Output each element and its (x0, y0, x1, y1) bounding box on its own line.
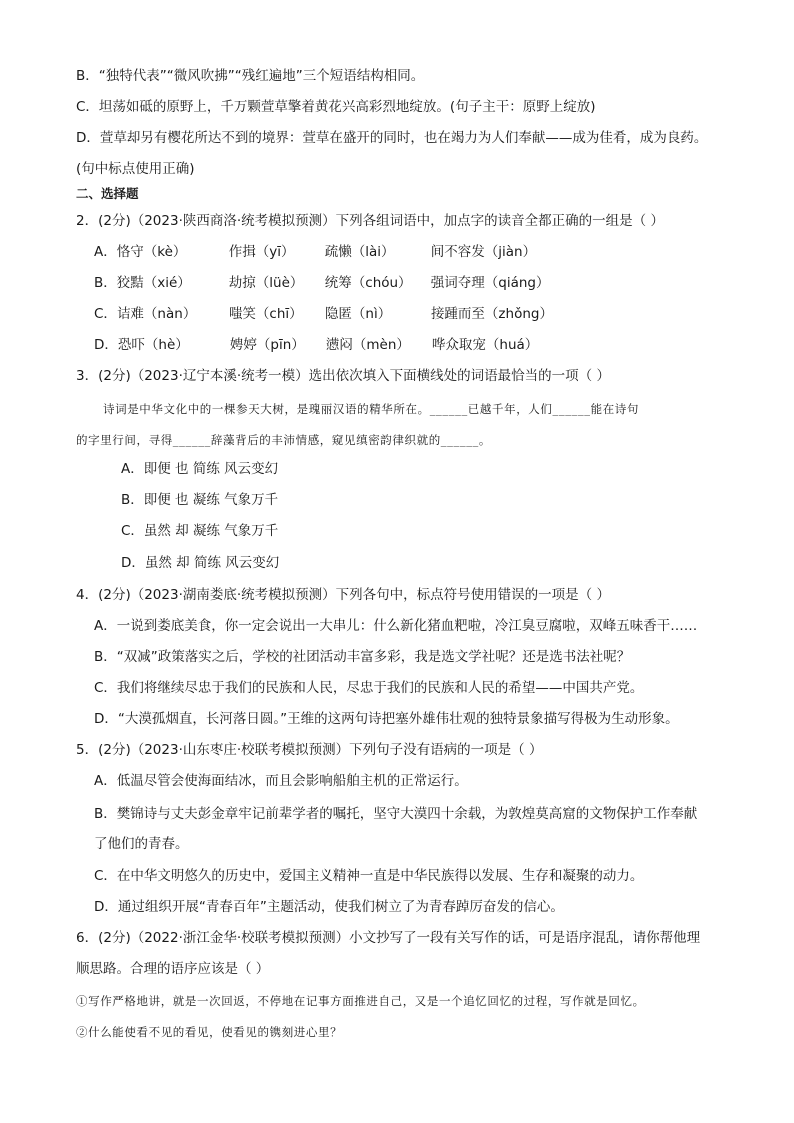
q5-option-a: A．低温尽管会使海面结冰，而且会影响船舶主机的正常运行。 (94, 773, 468, 789)
q2-option-a (94, 242, 536, 262)
q2-b-word2: 劫掠（lüè） (228, 275, 304, 291)
option-label: A． (94, 244, 117, 260)
q2-a-word3: 疏懒（lài） (324, 244, 395, 260)
q5-option-b-line1: B．樊锦诗与丈夫彭金章牢记前辈学者的嘱托，坚守大漠四十余载，为敦煌莫高窟的文物保护工作奉献 (94, 806, 698, 822)
q6-item-2: ②什么能使看不见的看见，使看见的镌刻进心里？ (76, 1025, 343, 1039)
q3-passage-line2: 的字里行间，寻得______辞藻背后的丰沛情感，窥见缜密韵律织就的______。 (76, 433, 491, 447)
q2-b-word4: 强词夺理（qiáng） (430, 275, 550, 291)
q2-d-word2: 娉婷（pīn） (229, 337, 305, 353)
section-heading: 二、选择题 (76, 186, 139, 201)
q3-option-b: B．即便 也 凝练 气象万千 (121, 492, 279, 508)
q3-option-c: C．虽然 却 凝练 气象万千 (121, 523, 279, 539)
q4-stem: 4．(2分)（2023·湖南娄底·统考模拟预测）下列各句中，标点符号使用错误的一项是（ ） (76, 587, 610, 603)
q2-c-word4: 接踵而至（zhǒng） (430, 306, 553, 322)
q2-option-c (94, 304, 553, 324)
q6-stem-line2: 顺思路。合理的语序应该是（ ） (76, 961, 270, 977)
q3-stem: 3．(2分)（2023·辽宁本溪·统考一模）选出依次填入下面横线处的词语最恰当的一项（ ） (76, 368, 610, 384)
q2-d-word1: 恐吓（hè） (117, 337, 189, 353)
q3-option-d: D．虽然 却 简练 风云变幻 (121, 555, 280, 571)
q4-option-b: B．“双减”政策落实之后，学校的社团活动丰富多彩，我是选文学社呢？还是选书法社呢？ (94, 649, 631, 665)
q2-a-word4: 间不容发（jiàn） (430, 244, 537, 260)
q2-stem: 2．(2分)（2023·陕西商洛·统考模拟预测）下列各组词语中，加点字的读音全都正确的一组是（ ） (76, 213, 664, 229)
q2-b-word1: 狡黠（xié） (116, 275, 191, 291)
q3-passage-line1: 诗词是中华文化中的一棵参天大树，是瑰丽汉语的精华所在。______已越千年，人们______能在诗句 (103, 402, 639, 416)
q2-a-word1: 恪守（kè） (116, 244, 187, 260)
q5-option-d: D．通过组织开展“青春百年”主题活动，使我们树立了为青春踔厉奋发的信心。 (94, 899, 564, 915)
q5-option-b-line2: 了他们的青春。 (94, 836, 189, 852)
q5-stem: 5．(2分)（2023·山东枣庄·校联考模拟预测）下列句子没有语病的一项是（ ） (76, 742, 543, 758)
q2-b-word3: 统筹（chóu） (324, 275, 412, 291)
q2-option-b (94, 273, 549, 293)
q1-option-b: B．“独特代表”“微风吹拂”“残红遍地”三个短语结构相同。 (76, 68, 425, 84)
q2-c-word1: 诘难（nàn） (116, 306, 197, 322)
q2-c-word3: 隐匿（nì） (324, 306, 392, 322)
q6-stem-line1: 6．(2分)（2022·浙江金华·校联考模拟预测）小文抄写了一段有关写作的话，可是语序混乱，请你帮他理 (76, 930, 701, 946)
q2-d-word3: 懑闷（mèn） (325, 337, 410, 353)
option-label: B． (94, 275, 117, 291)
q3-option-a: A．即便 也 简练 风云变幻 (121, 461, 279, 477)
q2-c-word2: 嗤笑（chī） (228, 306, 303, 322)
q4-option-d: D．“大漠孤烟直，长河落日圆。”王维的这两句诗把塞外雄伟壮观的独特景象描写得极为生动形象。 (94, 711, 679, 727)
q5-option-c: C．在中华文明悠久的历史中，爱国主义精神一直是中华民族得以发展、生存和凝聚的动力。 (94, 868, 644, 884)
q1-option-d-line1: D．萱草却另有樱花所达不到的境界：萱草在盛开的同时，也在竭力为人们奉献——成为佳肴，成为良药。 (76, 130, 708, 146)
option-label: D． (94, 337, 118, 353)
q4-option-a: A．一说到娄底美食，你一定会说出一大串儿：什么新化猪血粑啦，冷江臭豆腐啦，双峰五味香干…… (94, 618, 698, 634)
q4-option-c: C．我们将继续尽忠于我们的民族和人民，尽忠于我们的民族和人民的希望——中国共产党。 (94, 680, 644, 696)
q1-option-d-line2: (句中标点使用正确) (76, 161, 195, 177)
q2-option-d (94, 335, 538, 355)
q1-option-c: C．坦荡如砥的原野上，千万颗萱草擎着黄花兴高彩烈地绽放。(句子主干：原野上绽放) (76, 99, 596, 115)
option-label: C． (94, 306, 117, 322)
q2-d-word4: 哗众取宠（huá） (431, 337, 539, 353)
q6-item-1: ①写作严格地讲，就是一次回返，不停地在记事方面推进自己，又是一个追忆回忆的过程，写作就是回忆。 (76, 994, 645, 1008)
q2-a-word2: 作揖（yī） (228, 244, 295, 260)
